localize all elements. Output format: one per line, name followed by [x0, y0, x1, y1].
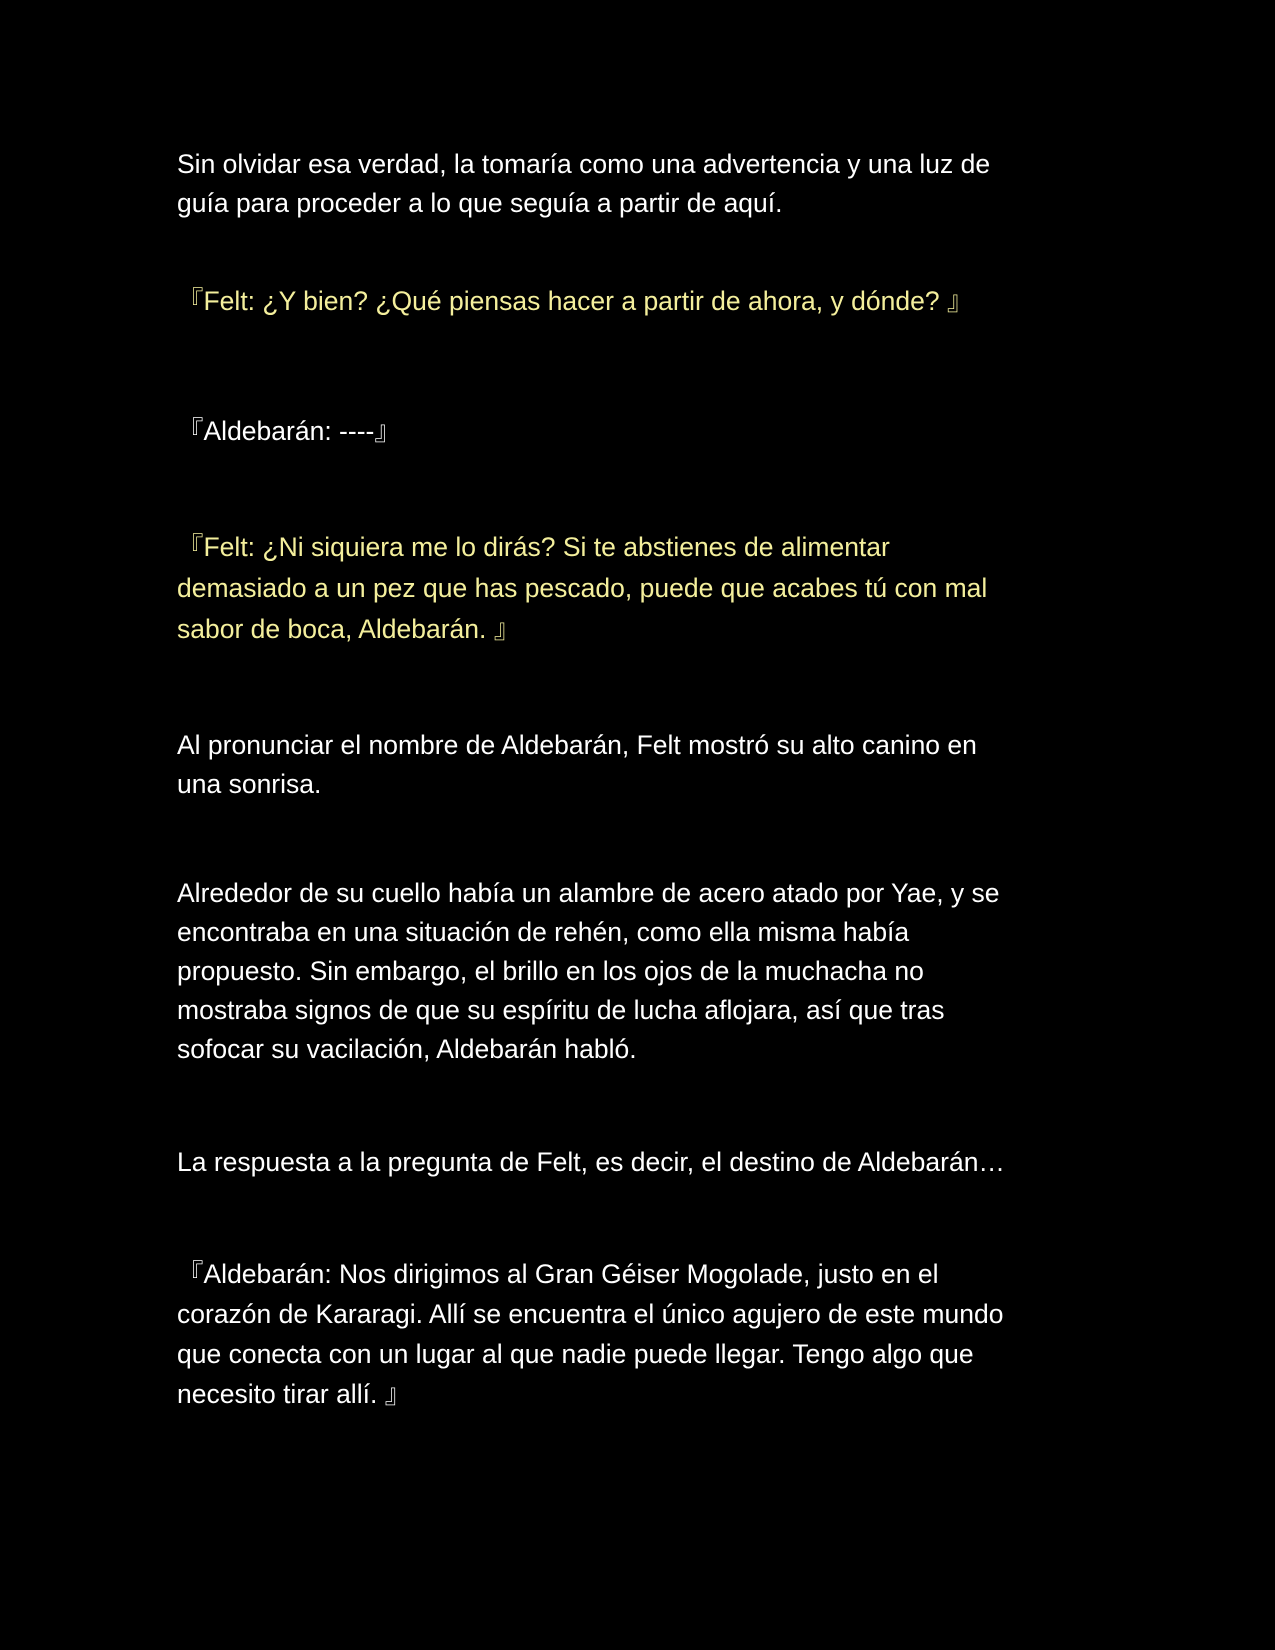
dialogue-felt [177, 281, 1097, 322]
paragraph-narration [177, 1143, 1097, 1182]
text-line: corazón de Kararagi. Allí se encuentra el único agujero de este mundo [177, 1299, 1004, 1329]
text-line: 『Felt: ¿Y bien? ¿Qué piensas hacer a partir de ahora, y dónde? 』 [177, 286, 974, 316]
paragraph-narration [177, 726, 1097, 804]
dialogue-aldebaran [177, 1254, 1097, 1414]
text-line: Al pronunciar el nombre de Aldebarán, Felt mostró su alto canino en [177, 730, 977, 760]
text-line: demasiado a un pez que has pescado, puede que acabes tú con mal [177, 573, 988, 603]
dialogue-felt [177, 527, 1097, 650]
text-line: La respuesta a la pregunta de Felt, es decir, el destino de Aldebarán… [177, 1147, 1005, 1177]
text-line: sofocar su vacilación, Aldebarán habló. [177, 1034, 637, 1064]
text-line: Sin olvidar esa verdad, la tomaría como una advertencia y una luz de [177, 149, 991, 179]
text-line: 『Aldebarán: Nos dirigimos al Gran Géiser Mogolade, justo en el [177, 1259, 939, 1289]
text-line: propuesto. Sin embargo, el brillo en los ojos de la muchacha no [177, 956, 924, 986]
text-line: 『Aldebarán: ----』 [177, 416, 401, 446]
paragraph-narration [177, 145, 1097, 223]
text-line: que conecta con un lugar al que nadie puede llegar. Tengo algo que [177, 1339, 974, 1369]
text-line: guía para proceder a lo que seguía a partir de aquí. [177, 188, 783, 218]
paragraph-narration [177, 874, 1097, 1069]
text-line: 『Felt: ¿Ni siquiera me lo dirás? Si te abstienes de alimentar [177, 532, 890, 562]
text-line: una sonrisa. [177, 769, 322, 799]
text-line: necesito tirar allí. 』 [177, 1379, 412, 1409]
text-line: encontraba en una situación de rehén, como ella misma había [177, 917, 910, 947]
dialogue-aldebaran [177, 411, 1097, 451]
text-line: sabor de boca, Aldebarán. 』 [177, 614, 521, 644]
text-line: mostraba signos de que su espíritu de lucha aflojara, así que tras [177, 995, 945, 1025]
document-page [177, 0, 1097, 1650]
text-line: Alrededor de su cuello había un alambre de acero atado por Yae, y se [177, 878, 1000, 908]
